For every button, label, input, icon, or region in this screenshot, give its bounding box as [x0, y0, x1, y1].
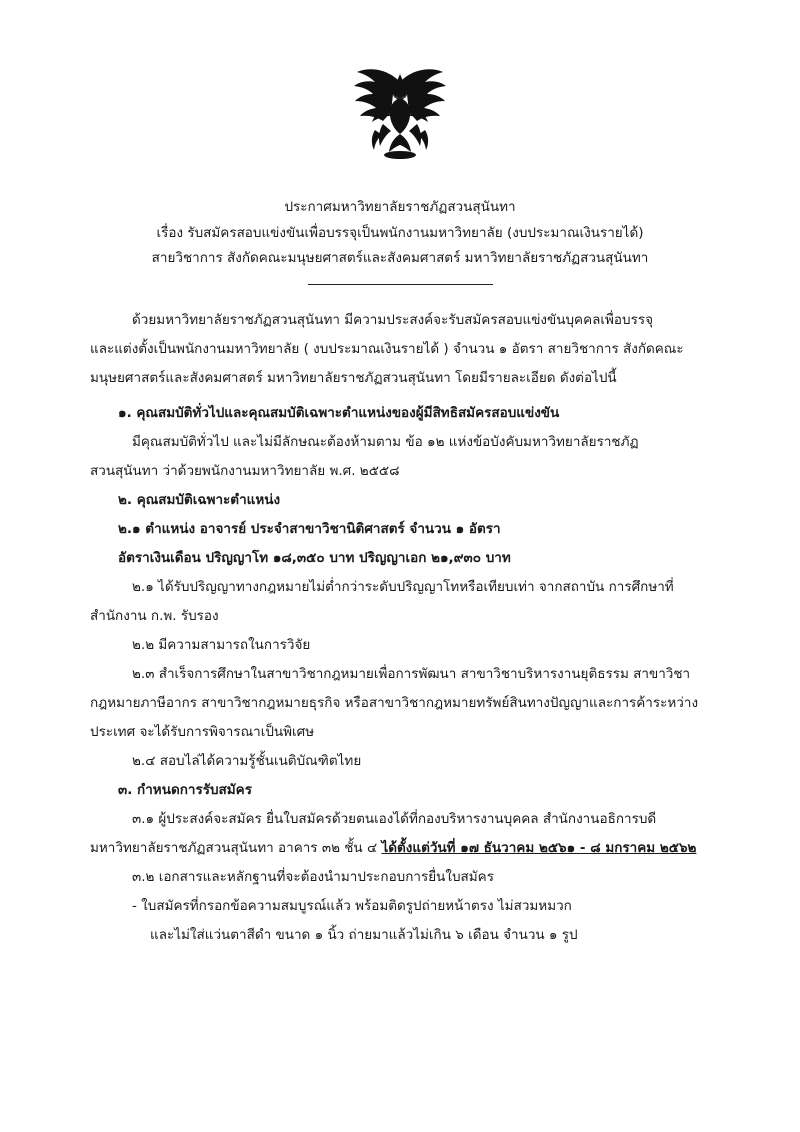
section-3-heading: ๓. กำหนดการรับสมัคร [118, 781, 252, 798]
emblem-container [90, 60, 710, 165]
section-1-line-2: สวนสุนันทา ว่าด้วยพนักงานมหาวิทยาลัย พ.ศ. ๒๕๕๘ [90, 462, 400, 479]
item-2-2: ๒.๒ มีความสามารถในการวิจัย [132, 636, 311, 653]
item-2-3-line-3: ประเทศ จะได้รับการพิจารณาเป็นพิเศษ [90, 723, 315, 740]
section-1-line-1: มีคุณสมบัติทั่วไป และไม่มีลักษณะต้องห้ามตาม ข้อ ๑๒ แห่งข้อบังคับมหาวิทยาลัยราชภัฏ [132, 433, 639, 450]
item-3-1-line-1: ๓.๑ ผู้ประสงค์จะสมัคร ยื่นใบสมัครด้วยตนเองได้ที่กองบริหารงานบุคคล สำนักงานอธิการบดี [132, 810, 657, 827]
section-2-salary: อัตราเงินเดือน ปริญญาโท ๑๘,๓๕๐ บาท ปริญญาเอก ๒๑,๙๓๐ บาท [118, 549, 511, 566]
item-2-1-line-1: ๒.๑ ได้รับปริญญาทางกฎหมายไม่ต่ำกว่าระดับปริญญาโทหรือเทียบเท่า จากสถาบัน การศึกษาที่ [132, 578, 674, 595]
header-line-1: ประกาศมหาวิทยาลัยราชภัฏสวนสุนันทา [284, 199, 516, 215]
section-2-heading: ๒. คุณสมบัติเฉพาะตำแหน่ง [118, 491, 281, 508]
item-3-2-bullet-1: - ใบสมัครที่กรอกข้อความสมบูรณ์แล้ว พร้อมติดรูปถ่ายหน้าตรง ไม่สวมหมวก [132, 897, 572, 914]
document-body [90, 307, 710, 949]
document-header [90, 195, 710, 272]
item-3-2-bullet-1-cont: และไม่ใส่แว่นตาสีดำ ขนาด ๑ นิ้ว ถ่ายมาแล้วไม่เกิน ๖ เดือน จำนวน ๑ รูป [150, 926, 578, 943]
garuda-emblem-icon [345, 60, 455, 165]
section-2-subheading: ๒.๑ ตำแหน่ง อาจารย์ ประจำสาขาวิชานิติศาสตร์ จำนวน ๑ อัตรา [118, 520, 501, 537]
item-3-1-dates: ได้ตั้งแต่วันที่ ๑๗ ธันวาคม ๒๕๖๑ - ๘ มกราคม ๒๕๖๒ [381, 839, 697, 856]
item-3-1-line-2 [90, 835, 710, 862]
item-2-1-line-2: สำนักงาน ก.พ. รับรอง [90, 607, 219, 624]
section-1-heading: ๑. คุณสมบัติทั่วไปและคุณสมบัติเฉพาะตำแหน่งของผู้มีสิทธิสมัครสอบแข่งขัน [118, 404, 560, 421]
header-line-2: เรื่อง รับสมัครสอบแข่งขันเพื่อบรรจุเป็นพนักงานมหาวิทยาลัย (งบประมาณเงินรายได้) [156, 224, 644, 241]
item-3-1-address: มหาวิทยาลัยราชภัฏสวนสุนันทา อาคาร ๓๒ ชั้น ๔ [90, 839, 382, 856]
item-2-3-line-2: กฎหมายภาษีอากร สาขาวิชากฎหมายธุรกิจ หรือสาขาวิชากฎหมายทรัพย์สินทางปัญญาและการค้าระหว่าง [90, 694, 699, 711]
item-2-4: ๒.๔ สอบไล่ได้ความรู้ชั้นเนติบัณฑิตไทย [132, 752, 362, 769]
intro-line-1: ด้วยมหาวิทยาลัยราชภัฏสวนสุนันทา มีความประสงค์จะรับสมัครสอบแข่งขันบุคคลเพื่อบรรจุ [132, 311, 653, 328]
header-line-3: สายวิชาการ สังกัดคณะมนุษยศาสตร์และสังคมศาสตร์ มหาวิทยาลัยราชภัฏสวนสุนันทา [151, 250, 649, 267]
item-3-2: ๓.๒ เอกสารและหลักฐานที่จะต้องนำมาประกอบการยื่นใบสมัคร [132, 868, 494, 885]
item-2-3-line-1: ๒.๓ สำเร็จการศึกษาในสาขาวิชากฎหมายเพื่อการพัฒนา สาขาวิชาบริหารงานยุติธรรม สาขาวิชา [132, 665, 691, 682]
intro-line-3: มนุษยศาสตร์และสังคมศาสตร์ มหาวิทยาลัยราชภัฏสวนสุนันทา โดยมีรายละเอียด ดังต่อไปนี้ [90, 369, 617, 386]
intro-line-2: และแต่งตั้งเป็นพนักงานมหาวิทยาลัย ( งบประมาณเงินรายได้ ) จำนวน ๑ อัตรา สายวิชาการ สังกัดคณะ [90, 340, 684, 357]
header-divider [90, 284, 710, 285]
